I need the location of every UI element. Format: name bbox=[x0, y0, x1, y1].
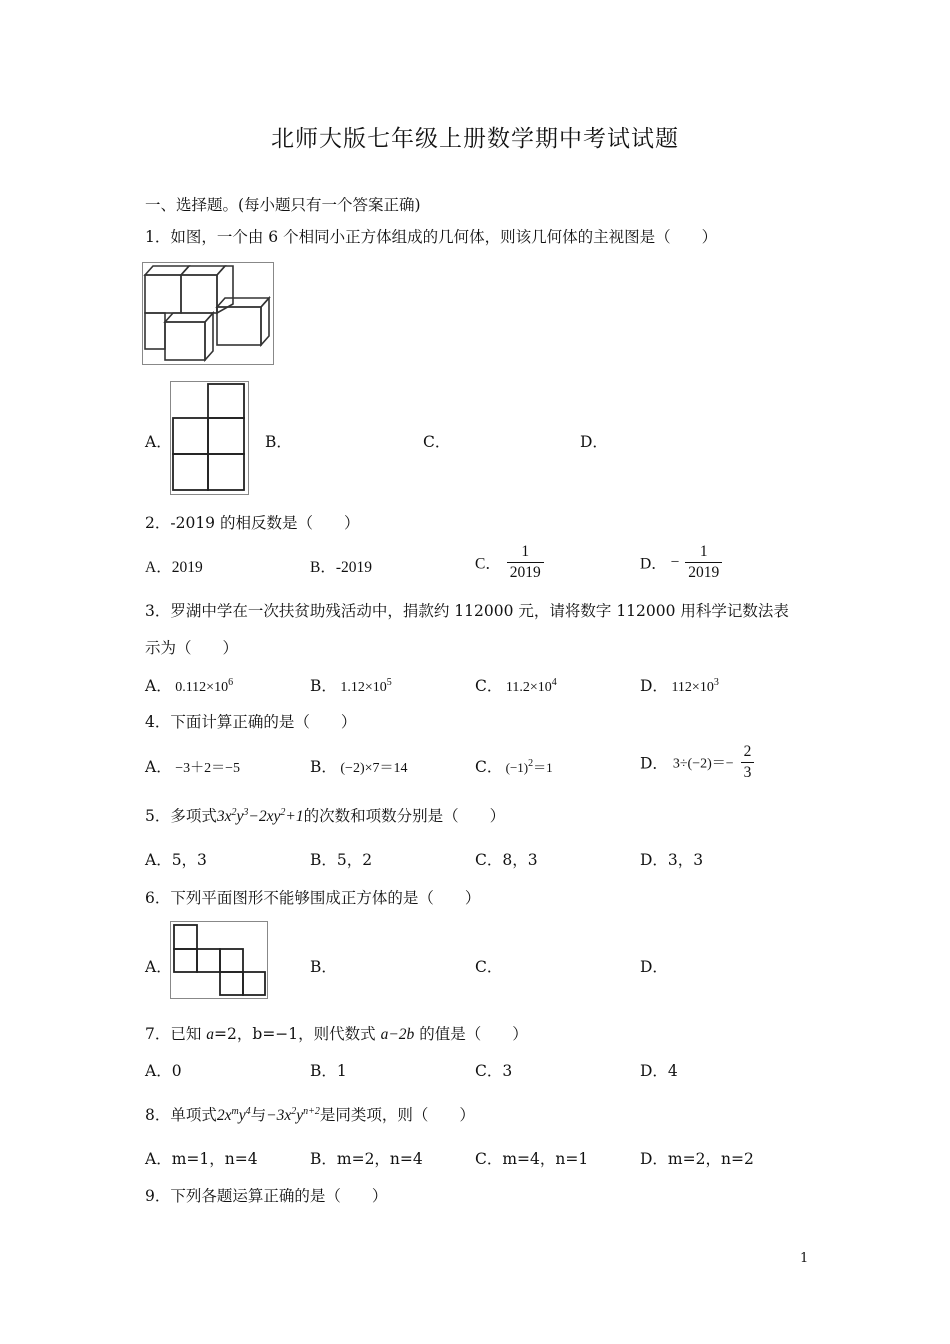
question-5-text: 5．多项式$3x^2y^3-2xy^2+1$的次数和项数分别是（ ） bbox=[145, 807, 506, 825]
question-4-option-d: D． 3÷(−2)＝− $\frac{2}{3}$ bbox=[640, 742, 756, 783]
question-7-option-a: A．0 bbox=[145, 1062, 182, 1080]
question-1-option-d: D． bbox=[580, 433, 608, 451]
question-2-option-a: A．2019 bbox=[145, 559, 203, 576]
question-7-option-b: B．1 bbox=[310, 1062, 347, 1080]
page-number: 1 bbox=[800, 1251, 809, 1266]
question-5-option-a: A．5，3 bbox=[145, 851, 207, 869]
question-4-option-c: C． $(-1)^2=1$ bbox=[475, 758, 553, 776]
question-8-option-c: C．m=4，n=1 bbox=[475, 1150, 589, 1168]
question-8-text: 8．单项式$2x^my^4$与$-3x^2y^{n+2}$是同类项，则（ ） bbox=[145, 1106, 475, 1124]
question-3-option-d: D． $112\times 10^3$ bbox=[640, 677, 719, 695]
question-6-option-a: A． bbox=[145, 958, 172, 976]
question-6-option-c: C． bbox=[475, 958, 503, 976]
question-8-option-b: B．m=2，n=4 bbox=[310, 1150, 423, 1168]
question-2-text: 2．-2019 的相反数是（ ） bbox=[145, 514, 360, 532]
question-6-text: 6．下列平面图形不能够围成正方体的是（ ） bbox=[145, 889, 481, 907]
question-5-option-b: B．5，2 bbox=[310, 851, 373, 869]
question-3-option-a: A． $0.112\times 10^6$ bbox=[145, 677, 234, 695]
question-4-option-a: A． −3＋2＝−5 bbox=[145, 758, 240, 776]
question-1-option-a: A． bbox=[145, 433, 172, 451]
question-6-option-b: B． bbox=[310, 958, 337, 976]
question-2-option-b: B．-2019 bbox=[310, 559, 373, 576]
question-1-solid-figure bbox=[142, 262, 275, 366]
question-1-option-a-figure bbox=[170, 381, 249, 495]
fraction-denominator: 3 bbox=[743, 764, 752, 781]
fraction-denominator: 2019 bbox=[688, 564, 720, 581]
fraction-numerator: 1 bbox=[507, 542, 544, 563]
question-7-option-c: C．3 bbox=[475, 1062, 513, 1080]
question-1-option-c: C． bbox=[423, 433, 451, 451]
question-8-option-a: A．m=1，n=4 bbox=[145, 1150, 258, 1168]
question-6-option-d: D． bbox=[640, 958, 668, 976]
question-3-text-line2: 示为（ ） bbox=[145, 639, 239, 657]
question-5-option-d: D．3，3 bbox=[640, 851, 704, 869]
question-3-option-c: C． $11.2\times 10^4$ bbox=[475, 677, 557, 695]
question-1-text: 1．如图，一个由 6 个相同小正方体组成的几何体，则该几何体的主视图是（ ） bbox=[145, 228, 718, 246]
fraction-denominator: 2019 bbox=[509, 564, 541, 581]
question-4-option-b: B． (−2)×7＝14 bbox=[310, 758, 408, 776]
question-6-option-a-net-figure bbox=[170, 921, 268, 999]
question-8-option-d: D．m=2，n=2 bbox=[640, 1150, 754, 1168]
question-3-text-line1: 3．罗湖中学在一次扶贫助残活动中，捐款约 112000 元，请将数字 112000 用科学记数法表 bbox=[145, 602, 789, 620]
question-7-option-d: D．4 bbox=[640, 1062, 678, 1080]
question-5-option-c: C．8，3 bbox=[475, 851, 538, 869]
question-9-text: 9．下列各题运算正确的是（ ） bbox=[145, 1187, 388, 1205]
page-title: 北师大版七年级上册数学期中考试试题 bbox=[271, 126, 679, 152]
question-1-option-b: B． bbox=[265, 433, 292, 451]
question-4-text: 4．下面计算正确的是（ ） bbox=[145, 713, 357, 731]
question-3-option-b: B． $1.12\times 10^5$ bbox=[310, 677, 392, 695]
fraction-numerator: 1 bbox=[685, 542, 722, 563]
fraction-numerator: 2 bbox=[741, 742, 755, 763]
section-heading: 一、选择题。(每小题只有一个答案正确) bbox=[145, 196, 421, 214]
question-7-text: 7．已知 a=2，b=−1，则代数式 a−2b 的值是（ ） bbox=[145, 1025, 528, 1043]
question-2-option-c: C． $\frac{1}{2019}$ bbox=[475, 542, 546, 583]
question-2-option-d: D． − $\frac{1}{2019}$ bbox=[640, 542, 724, 583]
